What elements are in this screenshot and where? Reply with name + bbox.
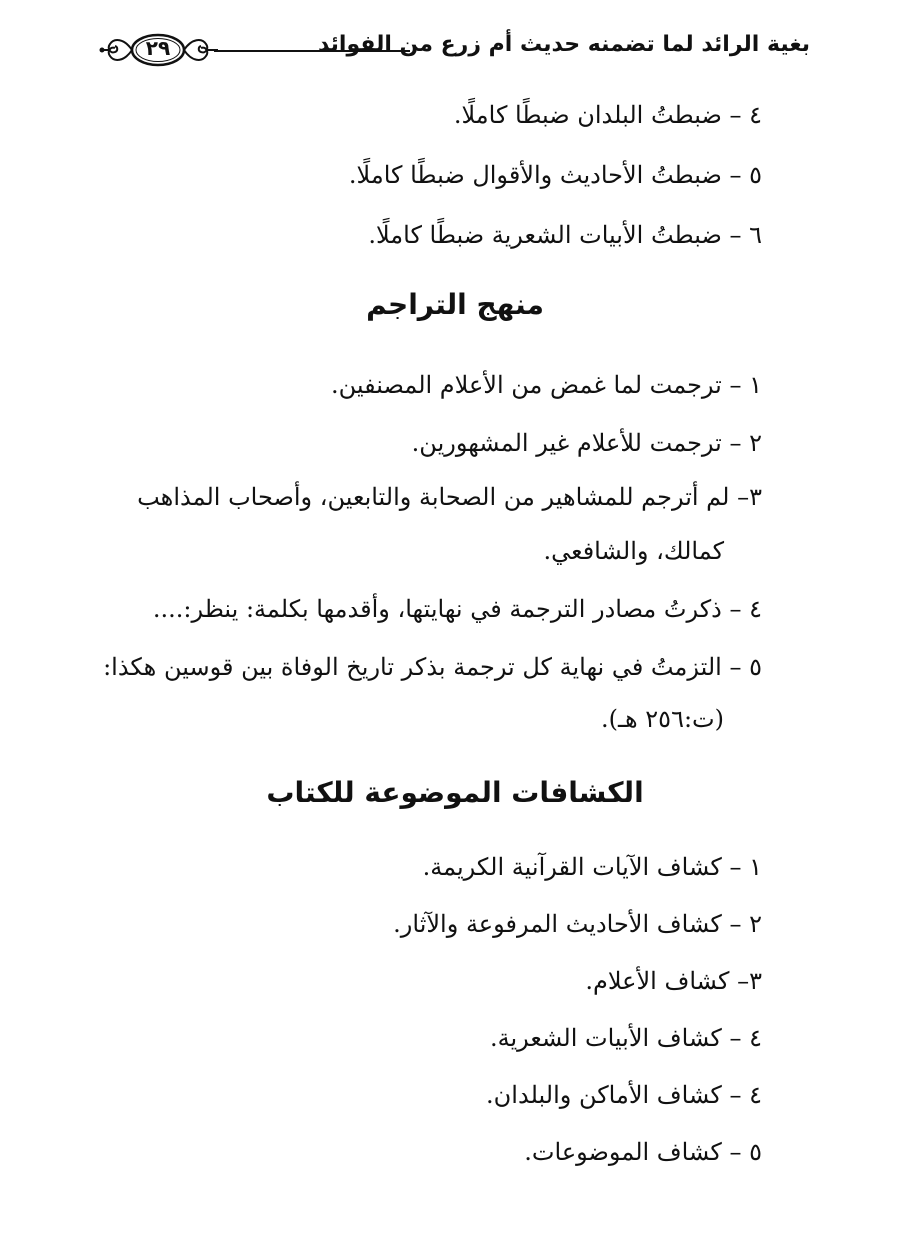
item-text: ذكرتُ مصادر الترجمة في نهايتها، وأقدمها بكلمة: ينظر:.... xyxy=(152,595,722,623)
list-item xyxy=(100,1080,762,1137)
list-item xyxy=(100,100,762,160)
editing-method-list xyxy=(100,100,762,280)
item-text: ترجمت لما غمض من الأعلام المصنفين. xyxy=(330,371,722,399)
item-number: ١ – xyxy=(729,371,762,399)
item-number: ٤ – xyxy=(729,101,762,129)
list-item xyxy=(100,909,762,966)
list-item xyxy=(100,1023,762,1080)
item-text: كشاف الأحاديث المرفوعة والآثار. xyxy=(393,910,722,938)
section-heading-biographies: منهج التراجم xyxy=(366,288,544,321)
item-text: كشاف الأماكن والبلدان. xyxy=(486,1081,722,1109)
item-text-continued: كمالك، والشافعي. xyxy=(543,537,724,565)
item-number: ٤ – xyxy=(729,595,762,623)
list-item xyxy=(100,428,762,482)
item-text: كشاف الموضوعات. xyxy=(524,1138,722,1166)
item-text: ضبطتُ البلدان ضبطًا كاملًا. xyxy=(453,101,722,129)
list-item xyxy=(100,1137,762,1194)
list-item xyxy=(100,652,762,752)
header-rule xyxy=(214,50,410,52)
item-text-continued: (ت:٢٥٦ هـ). xyxy=(600,705,724,733)
item-text: ضبطتُ الأبيات الشعرية ضبطًا كاملًا. xyxy=(368,221,722,249)
list-item xyxy=(100,966,762,1023)
item-number: ١ – xyxy=(729,853,762,881)
item-text: كشاف الأعلام. xyxy=(585,967,730,995)
item-text: ترجمت للأعلام غير المشهورين. xyxy=(411,429,722,457)
item-number: ٦ – xyxy=(729,221,762,249)
running-title: بغية الرائد لما تضمنه حديث أم زرع من الفوائد xyxy=(317,32,810,57)
item-number: ٣– xyxy=(737,483,762,511)
item-number: ٥ – xyxy=(729,1138,762,1166)
page-header xyxy=(96,28,810,72)
item-text: كشاف الآيات القرآنية الكريمة. xyxy=(422,853,722,881)
item-number: ٣– xyxy=(737,967,762,995)
indexes-list xyxy=(100,852,762,1194)
list-item xyxy=(100,220,762,280)
section-heading-indexes: الكشافات الموضوعة للكتاب xyxy=(266,776,644,809)
item-text: التزمتُ في نهاية كل ترجمة بذكر تاريخ الوفاة بين قوسين هكذا: xyxy=(103,653,722,681)
item-number: ٢ – xyxy=(729,429,762,457)
list-item xyxy=(100,594,762,652)
item-text: كشاف الأبيات الشعرية. xyxy=(489,1024,722,1052)
list-item xyxy=(100,852,762,909)
item-number: ٤ – xyxy=(729,1024,762,1052)
item-text: لم أترجم للمشاهير من الصحابة والتابعين، وأصحاب المذاهب xyxy=(137,483,730,511)
item-text: ضبطتُ الأحاديث والأقوال ضبطًا كاملًا. xyxy=(348,161,722,189)
item-number: ٤ – xyxy=(729,1081,762,1109)
list-item xyxy=(100,482,762,594)
item-number: ٥ – xyxy=(729,161,762,189)
list-item xyxy=(100,160,762,220)
list-item xyxy=(100,370,762,428)
item-number: ٢ – xyxy=(729,910,762,938)
page-number: ٢٩ xyxy=(145,36,171,60)
item-number: ٥ – xyxy=(729,653,762,681)
biographies-method-list xyxy=(100,370,762,752)
